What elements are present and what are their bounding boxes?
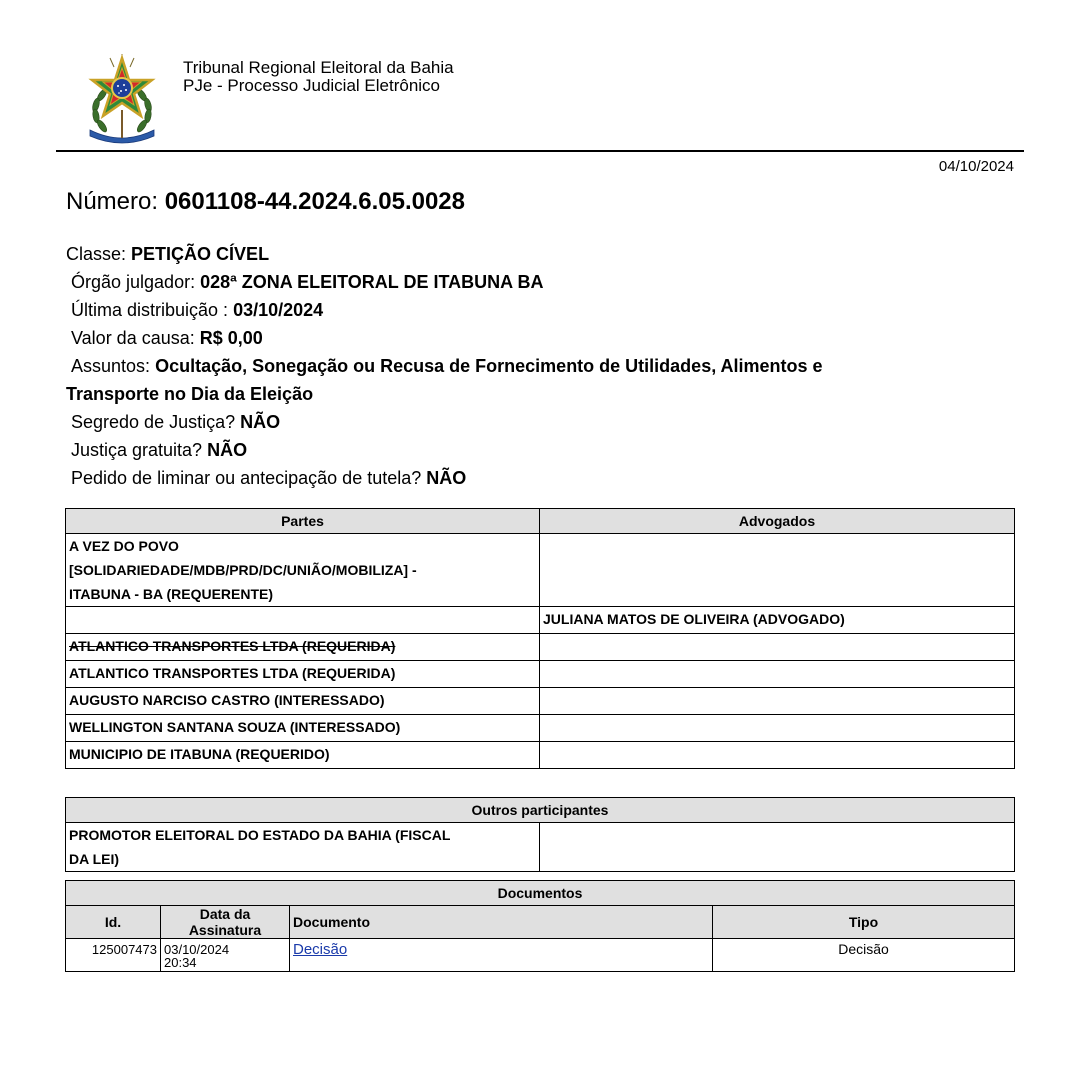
- parte-cell: [66, 534, 540, 607]
- table-header-row: [66, 509, 1015, 534]
- advogado-cell: JULIANA MATOS DE OLIVEIRA (ADVOGADO): [540, 607, 1015, 634]
- assuntos-label: Assuntos:: [71, 356, 151, 376]
- documentos-table: [65, 880, 1015, 972]
- participante-cell: [66, 823, 540, 872]
- advogado-cell: [540, 634, 1015, 661]
- process-info: [66, 240, 1016, 492]
- participante-line: DA LEI): [69, 851, 120, 867]
- data-header-line: Data da: [199, 906, 251, 922]
- liminar-value: NÃO: [426, 468, 467, 488]
- doc-time-line: 20:34: [164, 955, 197, 970]
- outros-participantes-table: [65, 797, 1015, 872]
- gratuita-label: Justiça gratuita?: [71, 440, 203, 460]
- table-header-row: [66, 798, 1015, 823]
- doc-id-cell: 125007473: [66, 939, 161, 972]
- valor-value: R$ 0,00: [199, 328, 263, 348]
- doc-date-cell: [161, 939, 290, 972]
- parte-cell: MUNICIPIO DE ITABUNA (REQUERIDO): [66, 742, 540, 769]
- organization-name: [183, 59, 454, 95]
- distribuicao-value: 03/10/2024: [233, 300, 324, 320]
- process-number: [66, 188, 465, 216]
- brazil-coat-of-arms-icon: [76, 50, 168, 146]
- table-row: [66, 661, 1015, 688]
- segredo-value: NÃO: [240, 412, 281, 432]
- doc-name-cell: [290, 939, 713, 972]
- classe-label: Classe:: [66, 244, 127, 264]
- advogado-cell: [540, 534, 1015, 607]
- assuntos-row: [66, 352, 1016, 380]
- org-line-1: Tribunal Regional Eleitoral da Bahia: [183, 58, 454, 77]
- table-row: [66, 607, 1015, 634]
- assuntos-value-line-1: Ocultação, Sonegação ou Recusa de Fornecimento de Utilidades, Alimentos e: [155, 356, 823, 376]
- liminar-label: Pedido de liminar ou antecipação de tutela?: [71, 468, 422, 488]
- table-row: [66, 939, 1015, 972]
- table-row: [66, 823, 1015, 872]
- table-row: [66, 534, 1015, 607]
- valor-label: Valor da causa:: [71, 328, 195, 348]
- liminar-row: [66, 464, 1016, 492]
- table-row: [66, 715, 1015, 742]
- distribuicao-label: Última distribuição :: [71, 300, 229, 320]
- segredo-row: [66, 408, 1016, 436]
- participante-extra-cell: [540, 823, 1015, 872]
- advogado-cell: [540, 742, 1015, 769]
- parte-line: A VEZ DO POVO: [69, 538, 179, 554]
- parte-cell-struck: ATLANTICO TRANSPORTES LTDA (REQUERIDA): [66, 634, 540, 661]
- tipo-column-header: Tipo: [713, 906, 1015, 939]
- id-column-header: Id.: [66, 906, 161, 939]
- parte-cell: ATLANTICO TRANSPORTES LTDA (REQUERIDA): [66, 661, 540, 688]
- table-row: [66, 634, 1015, 661]
- partes-table: [65, 508, 1015, 769]
- assuntos-row-cont: [66, 380, 1016, 408]
- outros-header: Outros participantes: [66, 798, 1015, 823]
- parte-cell: WELLINGTON SANTANA SOUZA (INTERESSADO): [66, 715, 540, 742]
- table-row: [66, 688, 1015, 715]
- parte-cell: AUGUSTO NARCISO CASTRO (INTERESSADO): [66, 688, 540, 715]
- documento-link[interactable]: Decisão: [293, 941, 348, 958]
- distribuicao-row: [66, 296, 1016, 324]
- doc-date-line: 03/10/2024: [164, 942, 230, 957]
- advogado-cell: [540, 688, 1015, 715]
- orgao-label: Órgão julgador:: [71, 272, 196, 292]
- header-divider: [56, 150, 1024, 152]
- segredo-label: Segredo de Justiça?: [71, 412, 236, 432]
- classe-row: [66, 240, 1016, 268]
- documentos-header: Documentos: [66, 881, 1015, 906]
- valor-row: [66, 324, 1016, 352]
- assuntos-value-line-2: Transporte no Dia da Eleição: [66, 384, 314, 404]
- parte-line: [SOLIDARIEDADE/MDB/PRD/DC/UNIÃO/MOBILIZA] -: [69, 562, 417, 578]
- gratuita-value: NÃO: [207, 440, 248, 460]
- org-line-2: PJe - Processo Judicial Eletrônico: [183, 76, 441, 95]
- orgao-value: 028ª ZONA ELEITORAL DE ITABUNA BA: [200, 272, 544, 292]
- page-header: [76, 48, 1016, 148]
- gratuita-row: [66, 436, 1016, 464]
- table-header-row: [66, 881, 1015, 906]
- advogado-cell: [540, 661, 1015, 688]
- partes-header: Partes: [66, 509, 540, 534]
- classe-value: PETIÇÃO CÍVEL: [131, 244, 270, 264]
- doc-tipo-cell: Decisão: [713, 939, 1015, 972]
- report-date: 04/10/2024: [938, 158, 1014, 175]
- orgao-row: [66, 268, 1016, 296]
- table-column-header-row: [66, 906, 1015, 939]
- process-number-value: 0601108-44.2024.6.05.0028: [164, 188, 465, 215]
- advogado-cell: [540, 715, 1015, 742]
- advogados-header: Advogados: [540, 509, 1015, 534]
- parte-cell: [66, 607, 540, 634]
- participante-line: PROMOTOR ELEITORAL DO ESTADO DA BAHIA (FISCAL: [69, 827, 451, 843]
- documento-column-header: Documento: [290, 906, 713, 939]
- process-number-label: Número:: [66, 188, 159, 215]
- parte-line: ITABUNA - BA (REQUERENTE): [69, 586, 274, 602]
- table-row: [66, 742, 1015, 769]
- data-header-line: Assinatura: [188, 922, 262, 938]
- data-column-header: [161, 906, 290, 939]
